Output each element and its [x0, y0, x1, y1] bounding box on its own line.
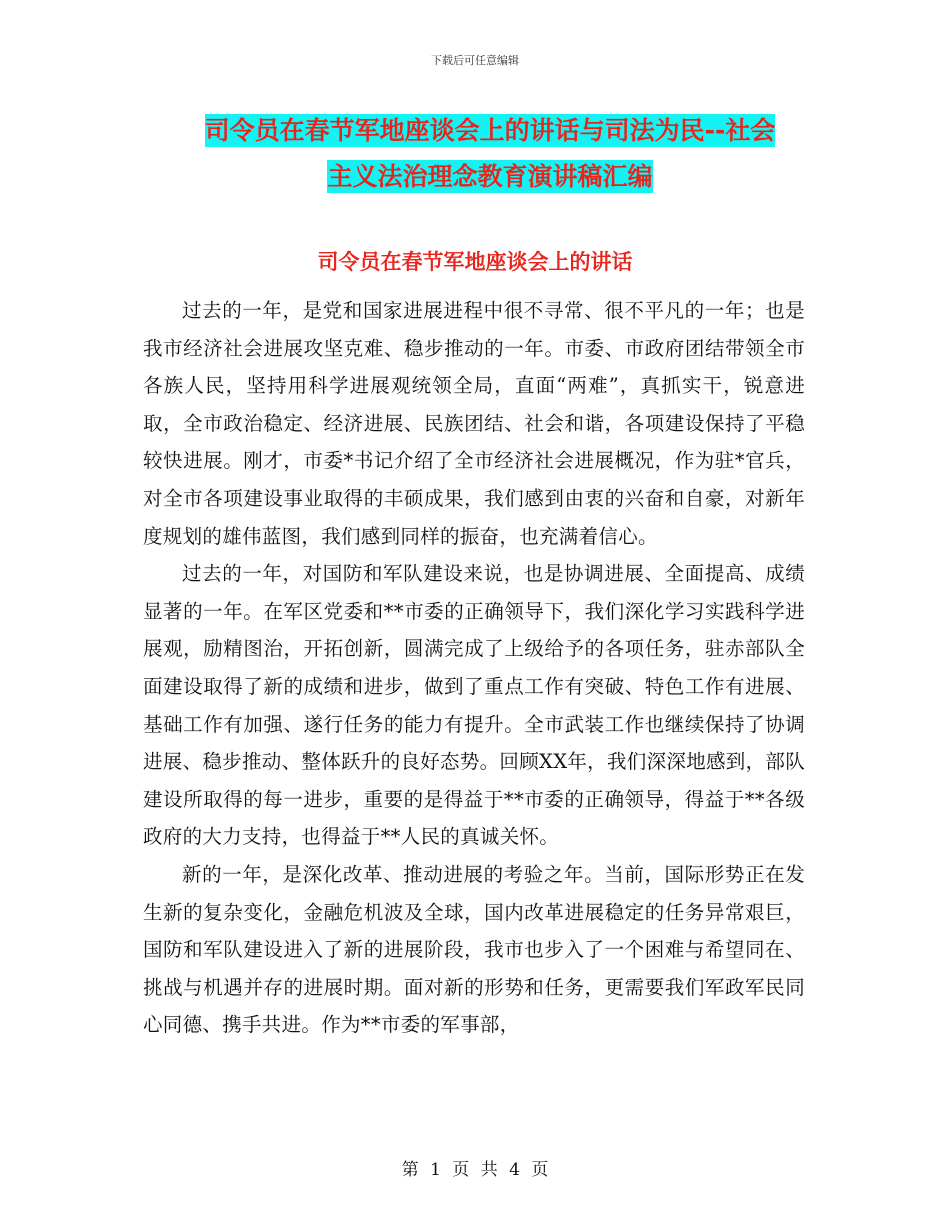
header-note: 下载后可任意编辑	[431, 54, 519, 67]
page-footer: 第 1 页 共 4 页	[401, 1160, 549, 1180]
main-title	[140, 108, 840, 200]
paragraph-2: 过去的一年，对国防和军队建设来说，也是协调进展、全面提高、成绩显著的一年。在军区党委和**市委的正确领导下，我们深化学习实践科学进展观，励精图治，开拓创新，圆满完成了上级给予的各项任务，驻赤部队全面建设取得了新的成绩和进步，做到了重点工作有突破、特色工作有进展、基础工作有加强、遂行任务的能力有提升。全市武装工作也继续保持了协调进展、稳步推动、整体跃升的良好态势。回顾XX年，我们深深地感到，部队建设所取得的每一进步，重要的是得益于**市委的正确领导，得益于**各级政府的大力支持，也得益于**人民的真诚关怀。	[143, 562, 805, 849]
paragraph-1: 过去的一年，是党和国家进展进程中很不寻常、很不平凡的一年；也是我市经济社会进展攻坚克难、稳步推动的一年。市委、市政府团结带领全市各族人民，坚持用科学进展观统领全局，直面“两难”，真抓实干，锐意进取，全市政治稳定、经济进展、民族团结、社会和谐，各项建设保持了平稳较快进展。刚才，市委*书记介绍了全市经济社会进展概况，作为驻*官兵，对全市各项建设事业取得的丰硕成果，我们感到由衷的兴奋和自豪，对新年度规划的雄伟蓝图，我们感到同样的振奋，也充满着信心。	[143, 299, 805, 548]
section-title: 司令员在春节军地座谈会上的讲话	[317, 250, 633, 274]
paragraph-3: 新的一年，是深化改革、推动进展的考验之年。当前，国际形势正在发生新的复杂变化，金融危机波及全球，国内改革进展稳定的任务异常艰巨，国防和军队建设进入了新的进展阶段，我市也步入了一个困难与希望同在、挑战与机遇并存的进展时期。面对新的形势和任务，更需要我们军政军民同心同德、携手共进。作为**市委的军事部，	[143, 862, 805, 1037]
main-title-line-1: 司令员在春节军地座谈会上的讲话与司法为民--社会	[204, 116, 776, 145]
main-title-line-2: 主义法治理念教育演讲稿汇编	[327, 162, 653, 191]
body-text	[143, 292, 805, 1044]
